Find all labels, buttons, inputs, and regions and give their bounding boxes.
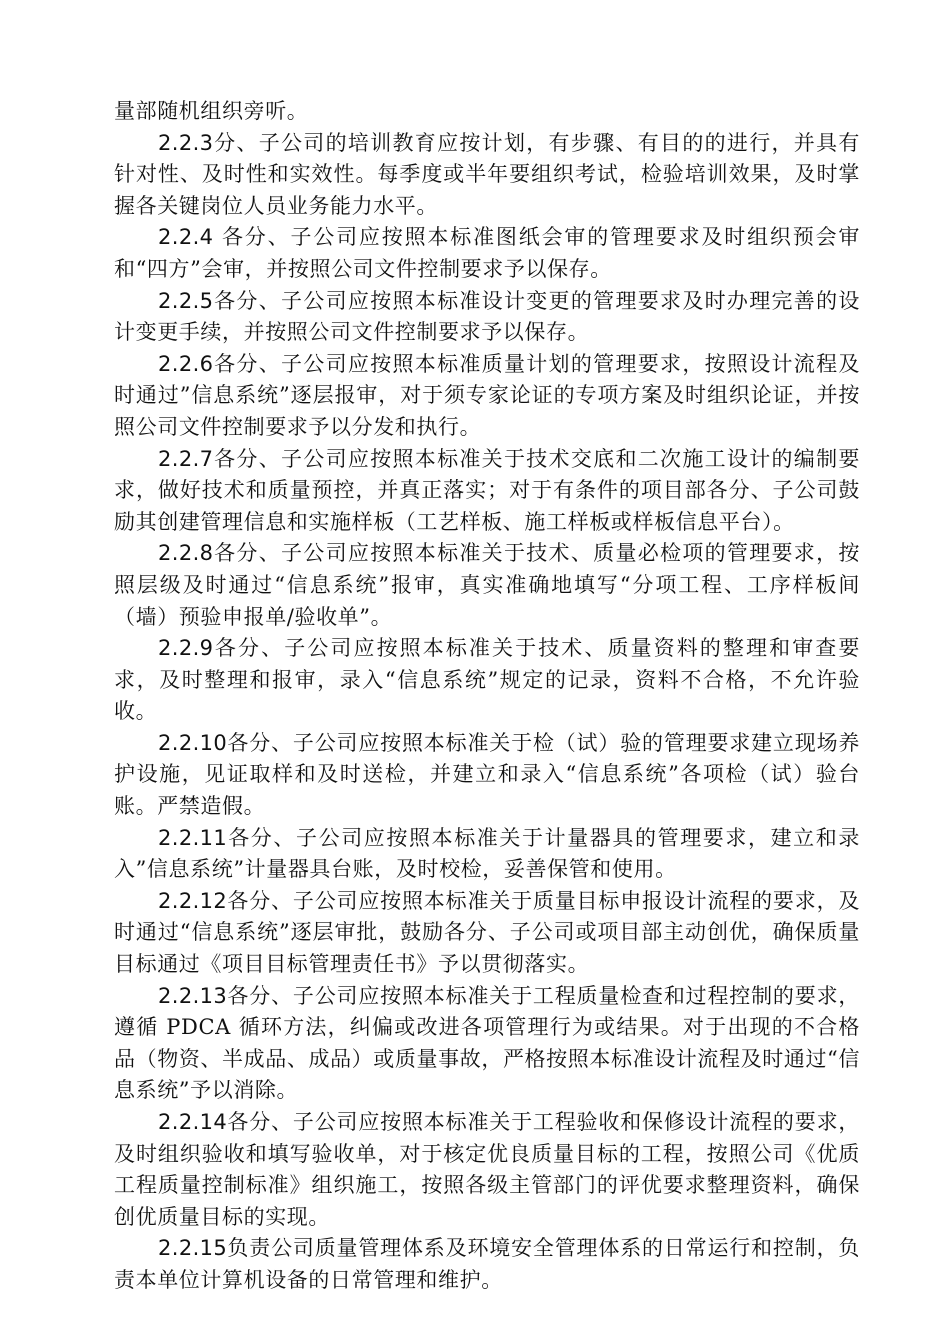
paragraph-2-2-6 [114,349,860,444]
paragraph-text: 负责公司质量管理体系及环境安全管理体系的日常运行和控制，负责本单位计算机设备的日常管理和维护。 [114,1236,860,1292]
paragraph-text: 分、子公司的培训教育应按计划，有步骤、有目的的进行，并具有针对性、及时性和实效性。每季度或半年要组织考试，检验培训效果，及时掌握各关键岗位人员业务能力水平。 [114,130,860,218]
paragraph-text: 各分、子公司应按照本标准关于工程质量检查和过程控制的要求，遵循 PDCA 循环方法，纠偏或改进各项管理行为或结果。对于出现的不合格品（物资、半成品、成品）或质量事故，严格按照本标准设计流程及时通过“信息系统”予以消除。 [114,983,860,1103]
paragraph-text: 各分、子公司应按照本标准关于计量器具的管理要求，建立和录入”信息系统”计量器具台账，及时校检，妥善保管和使用。 [114,825,860,882]
paragraph-2-2-9 [114,633,860,728]
clause-number: 2.2.9 [158,636,214,661]
clause-number: 2.2.5 [158,288,214,313]
clause-number: 2.2.12 [158,888,228,913]
paragraph-2-2-8 [114,538,860,633]
clause-number: 2.2.11 [158,825,228,850]
paragraph-2-2-14 [114,1107,860,1233]
paragraph-2-2-7 [114,444,860,539]
clause-number: 2.2.4 [158,225,214,250]
paragraph-2-2-5 [114,286,860,349]
clause-number: 2.2.3 [158,130,214,155]
document-body [114,96,860,1297]
paragraph-continuation [114,96,860,128]
paragraph-text: 各分、子公司应按照本标准质量计划的管理要求，按照设计流程及时通过”信息系统”逐层报审，对于须专家论证的专项方案及时组织论证，并按照公司文件控制要求予以分发和执行。 [114,351,860,439]
paragraph-text: 量部随机组织旁听。 [114,99,309,123]
paragraph-2-2-12 [114,886,860,981]
paragraph-2-2-13 [114,981,860,1107]
paragraph-2-2-4 [114,222,860,285]
clause-number: 2.2.7 [158,446,214,471]
paragraph-2-2-11 [114,823,860,886]
paragraph-text: 各分、子公司应按照本标准关于技术、质量资料的整理和审查要求，及时整理和报审，录入“信息系统”规定的记录，资料不合格，不允许验收。 [114,636,860,724]
paragraph-text: 各分、子公司应按照本标准设计变更的管理要求及时办理完善的设计变更手续，并按照公司文件控制要求予以保存。 [114,288,860,345]
paragraph-text: 各分、子公司应按照本标准关于技术、质量必检项的管理要求，按照层级及时通过“信息系统”报审，真实准确地填写“分项工程、工序样板间（墙）预验申报单/验收单”。 [114,541,860,629]
clause-number: 2.2.6 [158,351,214,376]
clause-number: 2.2.15 [158,1236,228,1261]
paragraph-text: 各分、子公司应按照本标准关于质量目标申报设计流程的要求，及时通过“信息系统”逐层审批，鼓励各分、子公司或项目部主动创优，确保质量目标通过《项目目标管理责任书》予以贯彻落实。 [114,888,860,977]
paragraph-text: 各分、子公司应按照本标准关于技术交底和二次施工设计的编制要求，做好技术和质量预控，并真正落实；对于有条件的项目部各分、子公司鼓励其创建管理信息和实施样板（工艺样板、施工样板或样板信息平台）。 [114,446,860,534]
paragraph-text: 各分、子公司应按照本标准图纸会审的管理要求及时组织预会审和“四方”会审，并按照公司文件控制要求予以保存。 [114,225,860,281]
paragraph-2-2-3 [114,128,860,223]
paragraph-2-2-15 [114,1233,860,1296]
clause-number: 2.2.13 [158,983,228,1008]
paragraph-2-2-10 [114,728,860,823]
clause-number: 2.2.10 [158,730,228,755]
clause-number: 2.2.14 [158,1110,228,1134]
paragraph-text: 各分、子公司应按照本标准关于工程验收和保修设计流程的要求，及时组织验收和填写验收单，对于核定优良质量目标的工程，按照公司《优质工程质量控制标准》组织施工，按照各级主管部门的评优要求整理资料，确保创优质量目标的实现。 [114,1110,860,1229]
paragraph-text: 各分、子公司应按照本标准关于检（试）验的管理要求建立现场养护设施，见证取样和及时送检，并建立和录入“信息系统”各项检（试）验台账。严禁造假。 [114,730,860,819]
clause-number: 2.2.8 [158,541,214,566]
